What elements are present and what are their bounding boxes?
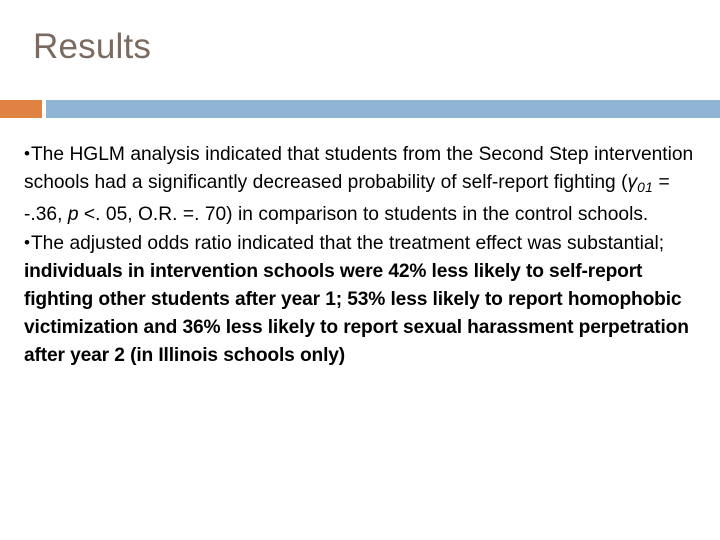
gamma-subscript: 01 bbox=[637, 178, 654, 195]
bullet-marker: • bbox=[24, 232, 30, 252]
bullet-1-text-part-1: The HGLM analysis indicated that students from the Second Step intervention schools had a significantly decreased probability of self-report fighting ( bbox=[24, 144, 694, 193]
page-title: Results bbox=[33, 27, 152, 66]
bullet-2-text-regular: The adjusted odds ratio indicated that the treatment effect was substantial; bbox=[30, 232, 665, 254]
p-value-symbol: p bbox=[67, 203, 79, 225]
slide-body bbox=[24, 140, 708, 370]
bullet-2-text-bold: individuals in intervention schools were 42% less likely to self-report fighting other students after year 1; 53% less likely to report homophobic victimization and 36% less likely to report sexual harassment perpetration after year 2 (in Illinois schools only) bbox=[24, 260, 689, 366]
bullet-1-text-part-2: = -.36, bbox=[24, 172, 670, 225]
bullet-item-1 bbox=[24, 140, 708, 229]
accent-block bbox=[0, 100, 42, 118]
bullet-item-2 bbox=[24, 229, 708, 370]
title-divider bbox=[0, 100, 720, 118]
rule-bar bbox=[46, 100, 720, 118]
bullet-marker: • bbox=[24, 144, 30, 163]
bullet-1-text-part-3: <. 05, O.R. =. 70) in comparison to students in the control schools. bbox=[78, 203, 649, 225]
gamma-symbol: γ bbox=[627, 172, 638, 193]
